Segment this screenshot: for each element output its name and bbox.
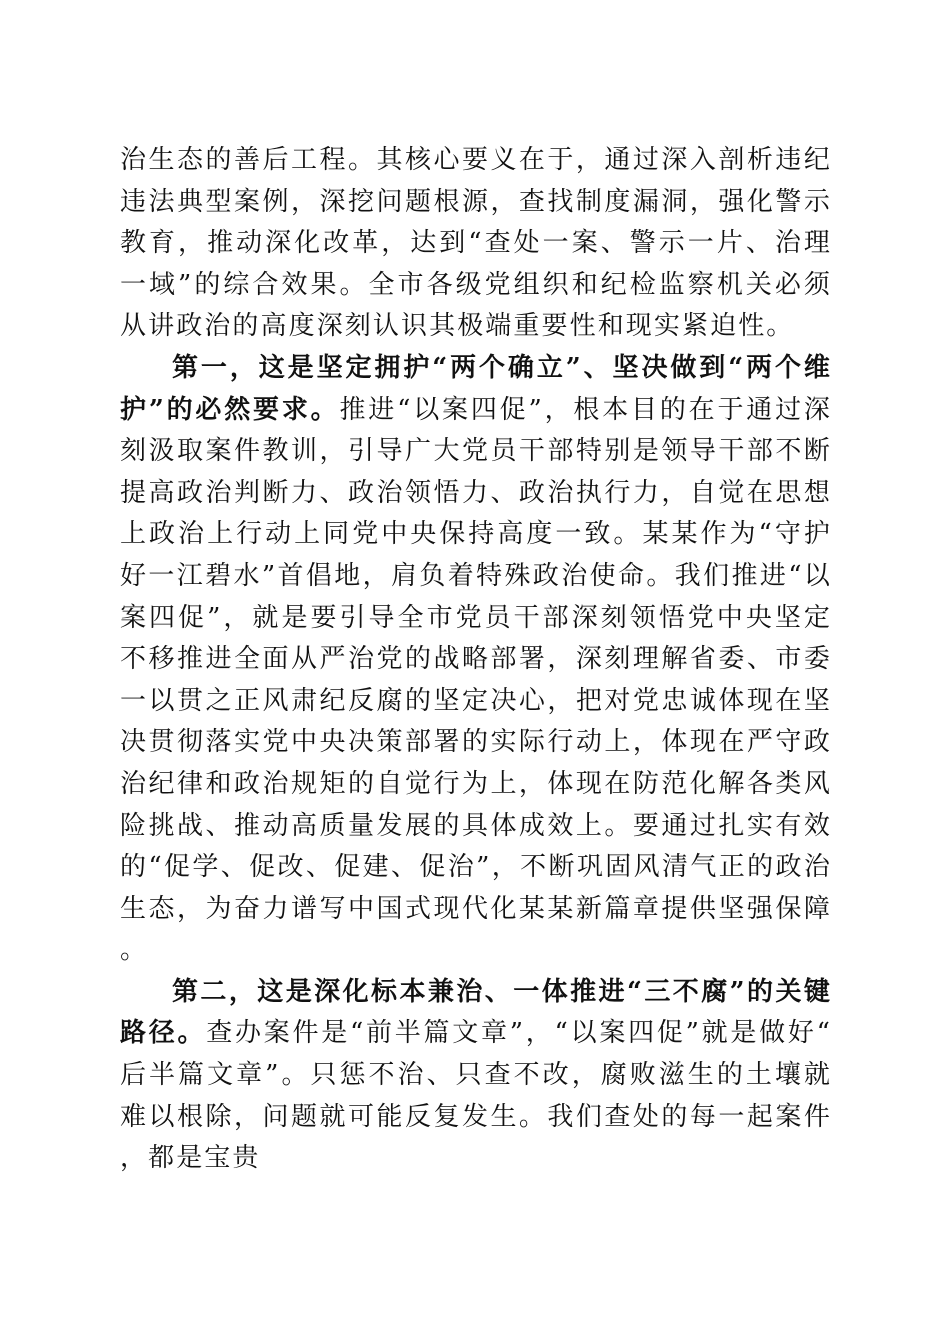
paragraph-second-point (120, 972, 832, 1180)
paragraph-text: 推进“以案四促”，根本目的在于通过深刻汲取案件教训，引导广大党员干部特别是领导干部不断提高政治判断力、政治领悟力、政治执行力，自觉在思想上政治上行动上同党中央保持高度一致。某某作为“守护好一江碧水”首倡地，肩负着特殊政治使命。我们推进“以案四促”，就是要引导全市党员干部深刻领悟党中央坚定不移推进全面从严治党的战略部署，深刻理解省委、市委一以贯之正风肃纪反腐的坚定决心，把对党忠诚体现在坚决贯彻落实党中央决策部署的实际行动上，体现在严守政治纪律和政治规矩的自觉行为上，体现在防范化解各类风险挑战、推动高质量发展的具体成效上。要通过扎实有效的“促学、促改、促建、促治”，不断巩固风清气正的政治生态，为奋力谱写中国式现代化某某新篇章提供坚强保障。 (120, 394, 832, 966)
document-body (120, 140, 832, 1180)
paragraph-continuation (120, 140, 832, 348)
paragraph-first-point (120, 348, 832, 972)
paragraph-text: 治生态的善后工程。其核心要义在于，通过深入剖析违纪违法典型案例，深挖问题根源，查找制度漏洞，强化警示教育，推动深化改革，达到“查处一案、警示一片、治理一域”的综合效果。全市各级党组织和纪检监察机关必须从讲政治的高度深刻认识其极端重要性和现实紧迫性。 (120, 145, 832, 342)
paragraph-lead-sentence: 第二，这是深化标本兼治、一体推进“三不腐”的关键路径。 (120, 976, 832, 1049)
paragraph-text: 查办案件是“前半篇文章”，“以案四促”就是做好“后半篇文章”。只惩不治、只查不改，腐败滋生的土壤就难以根除，问题就可能反复发生。我们查处的每一起案件，都是宝贵 (120, 1018, 832, 1174)
paragraph-lead-sentence: 第一，这是坚定拥护“两个确立”、坚决做到“两个维护”的必然要求。 (120, 352, 832, 425)
